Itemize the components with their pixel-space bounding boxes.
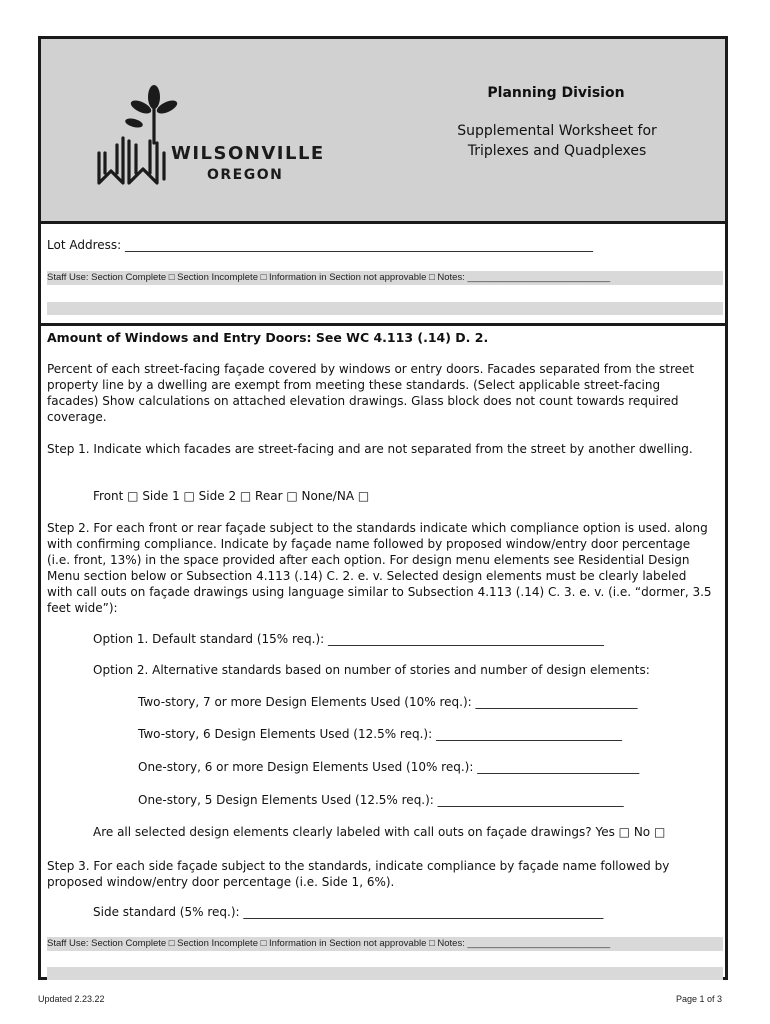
step-1-text: Step 1. Indicate which facades are street-facing and are not separated from the street by another dwelling. xyxy=(47,442,693,456)
two-story-6-field[interactable]: Two-story, 6 Design Elements Used (12.5% req.): _______________________________ xyxy=(138,727,622,741)
section-title: Amount of Windows and Entry Doors: See WC 4.113 (.14) D. 2. xyxy=(47,330,489,345)
step-3-text: Step 3. For each side façade subject to the standards, indicate compliance by façade name followed by proposed window/entry door percentage (i.e. Side 1, 6%). xyxy=(47,859,670,889)
section-divider xyxy=(41,323,725,326)
subtitle-line-1: Supplemental Worksheet for xyxy=(457,123,657,139)
facade-checkboxes[interactable]: Front □ Side 1 □ Side 2 □ Rear □ None/NA □ xyxy=(93,489,370,503)
one-story-5-field[interactable]: One-story, 5 Design Elements Used (12.5% req.): _______________________________ xyxy=(138,793,624,807)
worksheet-frame xyxy=(38,36,728,980)
footer-page-number: Page 1 of 3 xyxy=(676,994,723,1004)
step-2-text: Step 2. For each front or rear façade subject to the standards indicate which compliance option is used. along with confirming compliance. Indicate by façade name followed by proposed window/entry door percentage (i.e. front, 13%) in the space provided after each option. For design menu elements see Residential Design Menu section below or Subsection 4.113 (.14) C. 2. e. v. Selected design elements must be clearly labeled with call outs on façade drawings using language similar to Subsection 4.113 (.14) C. 3. e. v. (i.e. “dormer, 3.5 feet wide”): xyxy=(47,521,712,615)
option-2-text: Option 2. Alternative standards based on number of stories and number of design elements: xyxy=(93,663,650,677)
logo-wordmark: WILSONVILLE xyxy=(171,143,325,164)
one-story-6-field[interactable]: One-story, 6 or more Design Elements Used (10% req.): ___________________________ xyxy=(138,760,640,774)
staff-notes-bar[interactable] xyxy=(47,302,723,315)
two-story-7-field[interactable]: Two-story, 7 or more Design Elements Used (10% req.): ___________________________ xyxy=(138,695,638,709)
side-standard-field[interactable]: Side standard (5% req.): ____________________________________________________________ xyxy=(93,905,604,919)
logo-state: OREGON xyxy=(207,167,284,183)
worksheet-subtitle xyxy=(435,121,679,161)
staff-use-bar-bottom[interactable]: Staff Use: Section Complete □ Section Incomplete □ Information in Section not approvable □ Notes: ___________________________ xyxy=(47,937,723,951)
option-1-field[interactable]: Option 1. Default standard (15% req.): ______________________________________________ xyxy=(93,632,605,646)
division-title: Planning Division xyxy=(487,85,625,101)
header-band xyxy=(41,39,725,224)
subtitle-line-2: Triplexes and Quadplexes xyxy=(467,143,647,159)
intro-paragraph: Percent of each street-facing façade covered by windows or entry doors. Facades separated from the street property line by a dwelling are exempt from meeting these standards. (Select applicable street-facing facades) Show calculations on attached elevation drawings. Glass block does not count towards required coverage. xyxy=(47,362,695,424)
footer-updated: Updated 2.23.22 xyxy=(38,994,105,1004)
labeled-question[interactable]: Are all selected design elements clearly labeled with call outs on façade drawings? Yes □ No □ xyxy=(93,825,666,839)
staff-use-bar[interactable]: Staff Use: Section Complete □ Section Incomplete □ Information in Section not approvable □ Notes: ___________________________ xyxy=(47,271,723,285)
staff-notes-bar-bottom[interactable] xyxy=(47,967,723,980)
lot-address-field[interactable]: Lot Address: ______________________________________________________________________________ xyxy=(47,238,593,252)
